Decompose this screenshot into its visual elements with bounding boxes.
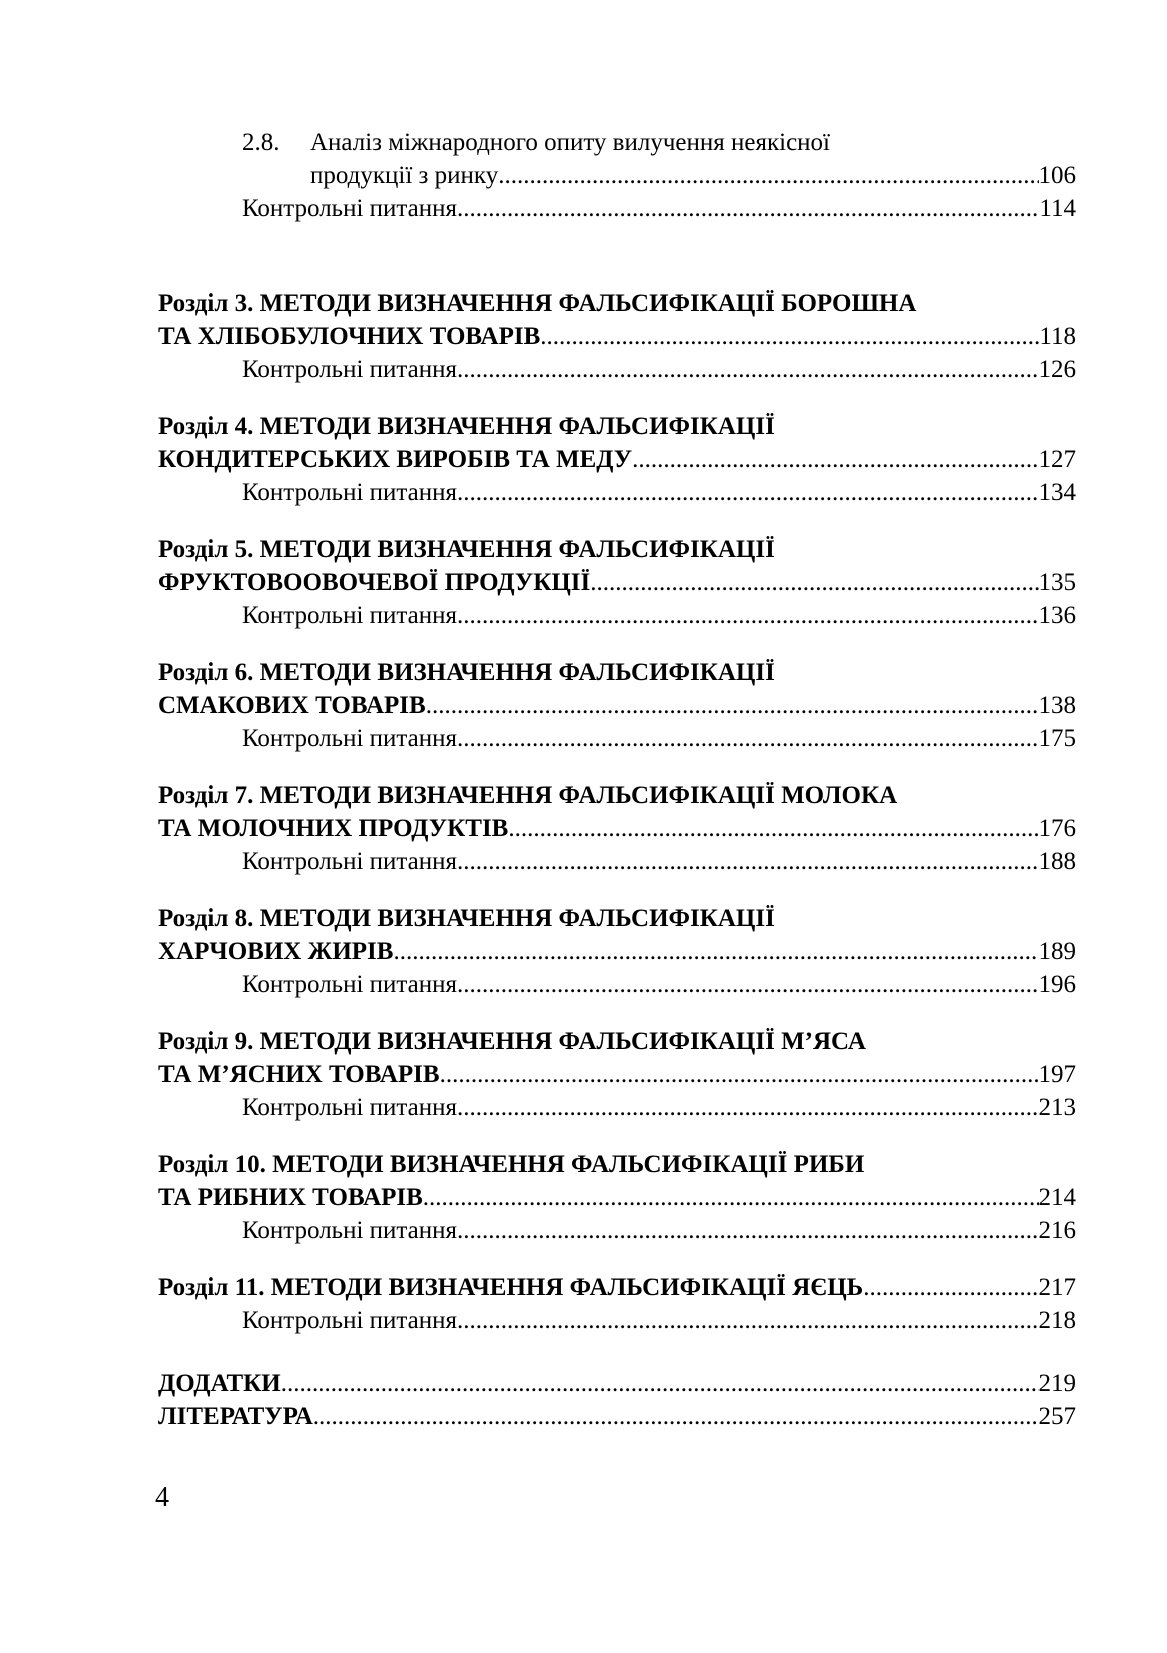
toc-chapter-title-line2[interactable] — [158, 812, 1076, 845]
toc-page-number: 114 — [1039, 195, 1076, 222]
toc-chapter-block — [158, 779, 1076, 902]
leader-dots — [457, 845, 1038, 878]
toc-chapter-title: Розділ 10. МЕТОДИ ВИЗНАЧЕННЯ ФАЛЬСИФІКАЦІЇ РИБИ — [158, 1151, 865, 1178]
toc-page-number: 134 — [1038, 479, 1076, 506]
toc-entry-title: Контрольні питання — [242, 971, 458, 998]
toc-chapter-title-line2[interactable] — [158, 689, 1076, 722]
toc-page-number: 257 — [1038, 1403, 1076, 1430]
toc-entry-control-questions[interactable] — [242, 1214, 1076, 1247]
toc-chapter-title-line1[interactable] — [158, 1148, 1076, 1181]
toc-chapter-block — [158, 287, 1076, 410]
leader-dots — [393, 935, 1038, 968]
table-of-contents — [158, 126, 1076, 1433]
toc-page-number: 175 — [1038, 725, 1076, 752]
toc-chapter-title-line1[interactable] — [158, 410, 1076, 443]
toc-page-number: 197 — [1038, 1061, 1076, 1088]
toc-chapter-block — [158, 1148, 1076, 1271]
toc-chapter-title-line2[interactable] — [158, 443, 1076, 476]
toc-chapter-title: Розділ 11. МЕТОДИ ВИЗНАЧЕННЯ ФАЛЬСИФІКАЦІЇ ЯЄЦЬ — [158, 1274, 864, 1301]
toc-chapter-title-line1[interactable] — [158, 533, 1076, 566]
toc-chapter-title-line1[interactable] — [158, 287, 1076, 320]
leader-dots — [457, 192, 1039, 225]
toc-chapter-title: ФРУКТОВООВОЧЕВОЇ ПРОДУКЦІЇ — [158, 569, 591, 596]
toc-page-number: 196 — [1038, 971, 1076, 998]
toc-appendix[interactable] — [158, 1367, 1076, 1400]
toc-page-number: 213 — [1038, 1094, 1076, 1121]
toc-chapter-title-line1[interactable] — [158, 902, 1076, 935]
toc-literature[interactable] — [158, 1400, 1076, 1433]
toc-entry-control-questions[interactable] — [242, 476, 1076, 509]
toc-chapter-title-line2[interactable] — [158, 320, 1076, 353]
toc-chapter-title-line2[interactable] — [158, 1058, 1076, 1091]
toc-page-number: 127 — [1038, 446, 1076, 473]
leader-dots — [423, 1181, 1039, 1214]
toc-entry-title: Контрольні питання — [242, 356, 458, 383]
toc-entry-title: Аналіз міжнародного опиту вилучення неякісної — [310, 129, 830, 156]
leader-dots — [508, 812, 1038, 845]
toc-chapter-title-line2[interactable] — [158, 566, 1076, 599]
toc-entry-title: Контрольні питання — [242, 1217, 458, 1244]
toc-page-number: 118 — [1039, 323, 1076, 350]
toc-chapter-title: Розділ 5. МЕТОДИ ВИЗНАЧЕННЯ ФАЛЬСИФІКАЦІЇ — [158, 536, 775, 563]
toc-chapter-title: Розділ 8. МЕТОДИ ВИЗНАЧЕННЯ ФАЛЬСИФІКАЦІЇ — [158, 905, 775, 932]
toc-page-number: 136 — [1038, 602, 1076, 629]
toc-chapter-title: Розділ 6. МЕТОДИ ВИЗНАЧЕННЯ ФАЛЬСИФІКАЦІЇ — [158, 659, 775, 686]
toc-page-number: 218 — [1038, 1307, 1076, 1334]
leader-dots — [632, 443, 1038, 476]
toc-entry-control-questions[interactable] — [242, 968, 1076, 1001]
leader-dots — [498, 159, 1038, 192]
toc-entry-control-questions[interactable] — [242, 722, 1076, 755]
toc-chapter-title: ЛІТЕРАТУРА — [158, 1403, 313, 1430]
toc-entry-title: Контрольні питання — [242, 195, 458, 222]
toc-chapter-title: Розділ 7. МЕТОДИ ВИЗНАЧЕННЯ ФАЛЬСИФІКАЦІЇ МОЛОКА — [158, 782, 898, 809]
toc-chapter-title: КОНДИТЕРСЬКИХ ВИРОБІВ ТА МЕДУ — [158, 446, 633, 473]
toc-chapter-title: ТА РИБНИХ ТОВАРІВ — [158, 1184, 423, 1211]
toc-chapter-title: Розділ 3. МЕТОДИ ВИЗНАЧЕННЯ ФАЛЬСИФІКАЦІЇ БОРОШНА — [158, 290, 917, 317]
toc-entry-title: Контрольні питання — [242, 725, 458, 752]
toc-chapter-title: СМАКОВИХ ТОВАРІВ — [158, 692, 426, 719]
leader-dots — [457, 353, 1038, 386]
toc-page-number: 189 — [1038, 938, 1076, 965]
toc-chapter-title-line1[interactable] — [158, 1025, 1076, 1058]
toc-entry-title: Контрольні питання — [242, 1307, 458, 1334]
toc-entry-control-questions[interactable] — [242, 845, 1076, 878]
toc-entry-2-8-line1 — [242, 126, 1076, 159]
toc-entry-number: 2.8. — [242, 129, 280, 156]
toc-page-number: 216 — [1038, 1217, 1076, 1244]
toc-chapter-title: ТА М’ЯСНИХ ТОВАРІВ — [158, 1061, 440, 1088]
toc-page-number: 214 — [1038, 1184, 1076, 1211]
toc-chapter-title-line2[interactable] — [158, 1181, 1076, 1214]
toc-chapter-title: ТА МОЛОЧНИХ ПРОДУКТІВ — [158, 815, 509, 842]
toc-chapter-block — [158, 656, 1076, 779]
toc-chapter-title: ДОДАТКИ — [158, 1370, 281, 1397]
toc-chapter-title-line1[interactable] — [158, 779, 1076, 812]
toc-page-number: 135 — [1038, 569, 1076, 596]
toc-entry-control-questions[interactable] — [242, 353, 1076, 386]
toc-entry-title: продукції з ринку — [310, 162, 499, 189]
leader-dots — [313, 1400, 1039, 1433]
toc-entry-title: Контрольні питання — [242, 1094, 458, 1121]
leader-dots — [457, 968, 1038, 1001]
toc-page-number: 176 — [1038, 815, 1076, 842]
toc-chapter-11-title[interactable] — [158, 1271, 1076, 1304]
toc-entry-control-questions[interactable] — [242, 1304, 1076, 1337]
page-number: 4 — [155, 1482, 169, 1513]
toc-entry-title: Контрольні питання — [242, 479, 458, 506]
toc-page-number: 188 — [1038, 848, 1076, 875]
leader-dots — [457, 599, 1038, 632]
toc-chapter-title-line2[interactable] — [158, 935, 1076, 968]
toc-chapter-title: ТА ХЛІБОБУЛОЧНИХ ТОВАРІВ — [158, 323, 541, 350]
toc-chapter-title-line1[interactable] — [158, 656, 1076, 689]
toc-page-number: 219 — [1038, 1370, 1076, 1397]
toc-page-number: 106 — [1038, 162, 1076, 189]
toc-entry-control-questions[interactable] — [242, 192, 1076, 225]
toc-chapter-block — [158, 533, 1076, 656]
toc-chapter-title: Розділ 4. МЕТОДИ ВИЗНАЧЕННЯ ФАЛЬСИФІКАЦІЇ — [158, 413, 775, 440]
leader-dots — [426, 689, 1039, 722]
toc-page-number: 217 — [1038, 1274, 1076, 1301]
toc-entry-control-questions[interactable] — [242, 599, 1076, 632]
toc-entry-control-questions[interactable] — [242, 1091, 1076, 1124]
toc-chapter-block — [158, 410, 1076, 533]
toc-chapter-title: Розділ 9. МЕТОДИ ВИЗНАЧЕННЯ ФАЛЬСИФІКАЦІЇ М’ЯСА — [158, 1028, 866, 1055]
leader-dots — [863, 1271, 1038, 1304]
leader-dots — [540, 320, 1039, 353]
leader-dots — [457, 1214, 1038, 1247]
toc-page-number: 126 — [1038, 356, 1076, 383]
toc-entry-title: Контрольні питання — [242, 602, 458, 629]
toc-page-number: 138 — [1038, 692, 1076, 719]
toc-chapter-block — [158, 902, 1076, 1025]
toc-chapter-block — [158, 1025, 1076, 1148]
leader-dots — [457, 1091, 1038, 1124]
toc-chapter-title: ХАРЧОВИХ ЖИРІВ — [158, 938, 394, 965]
leader-dots — [457, 1304, 1038, 1337]
leader-dots — [457, 722, 1038, 755]
leader-dots — [281, 1367, 1039, 1400]
leader-dots — [590, 566, 1038, 599]
toc-entry-title: Контрольні питання — [242, 848, 458, 875]
toc-entry-2-8-line2[interactable] — [310, 159, 1076, 192]
leader-dots — [457, 476, 1038, 509]
leader-dots — [440, 1058, 1039, 1091]
